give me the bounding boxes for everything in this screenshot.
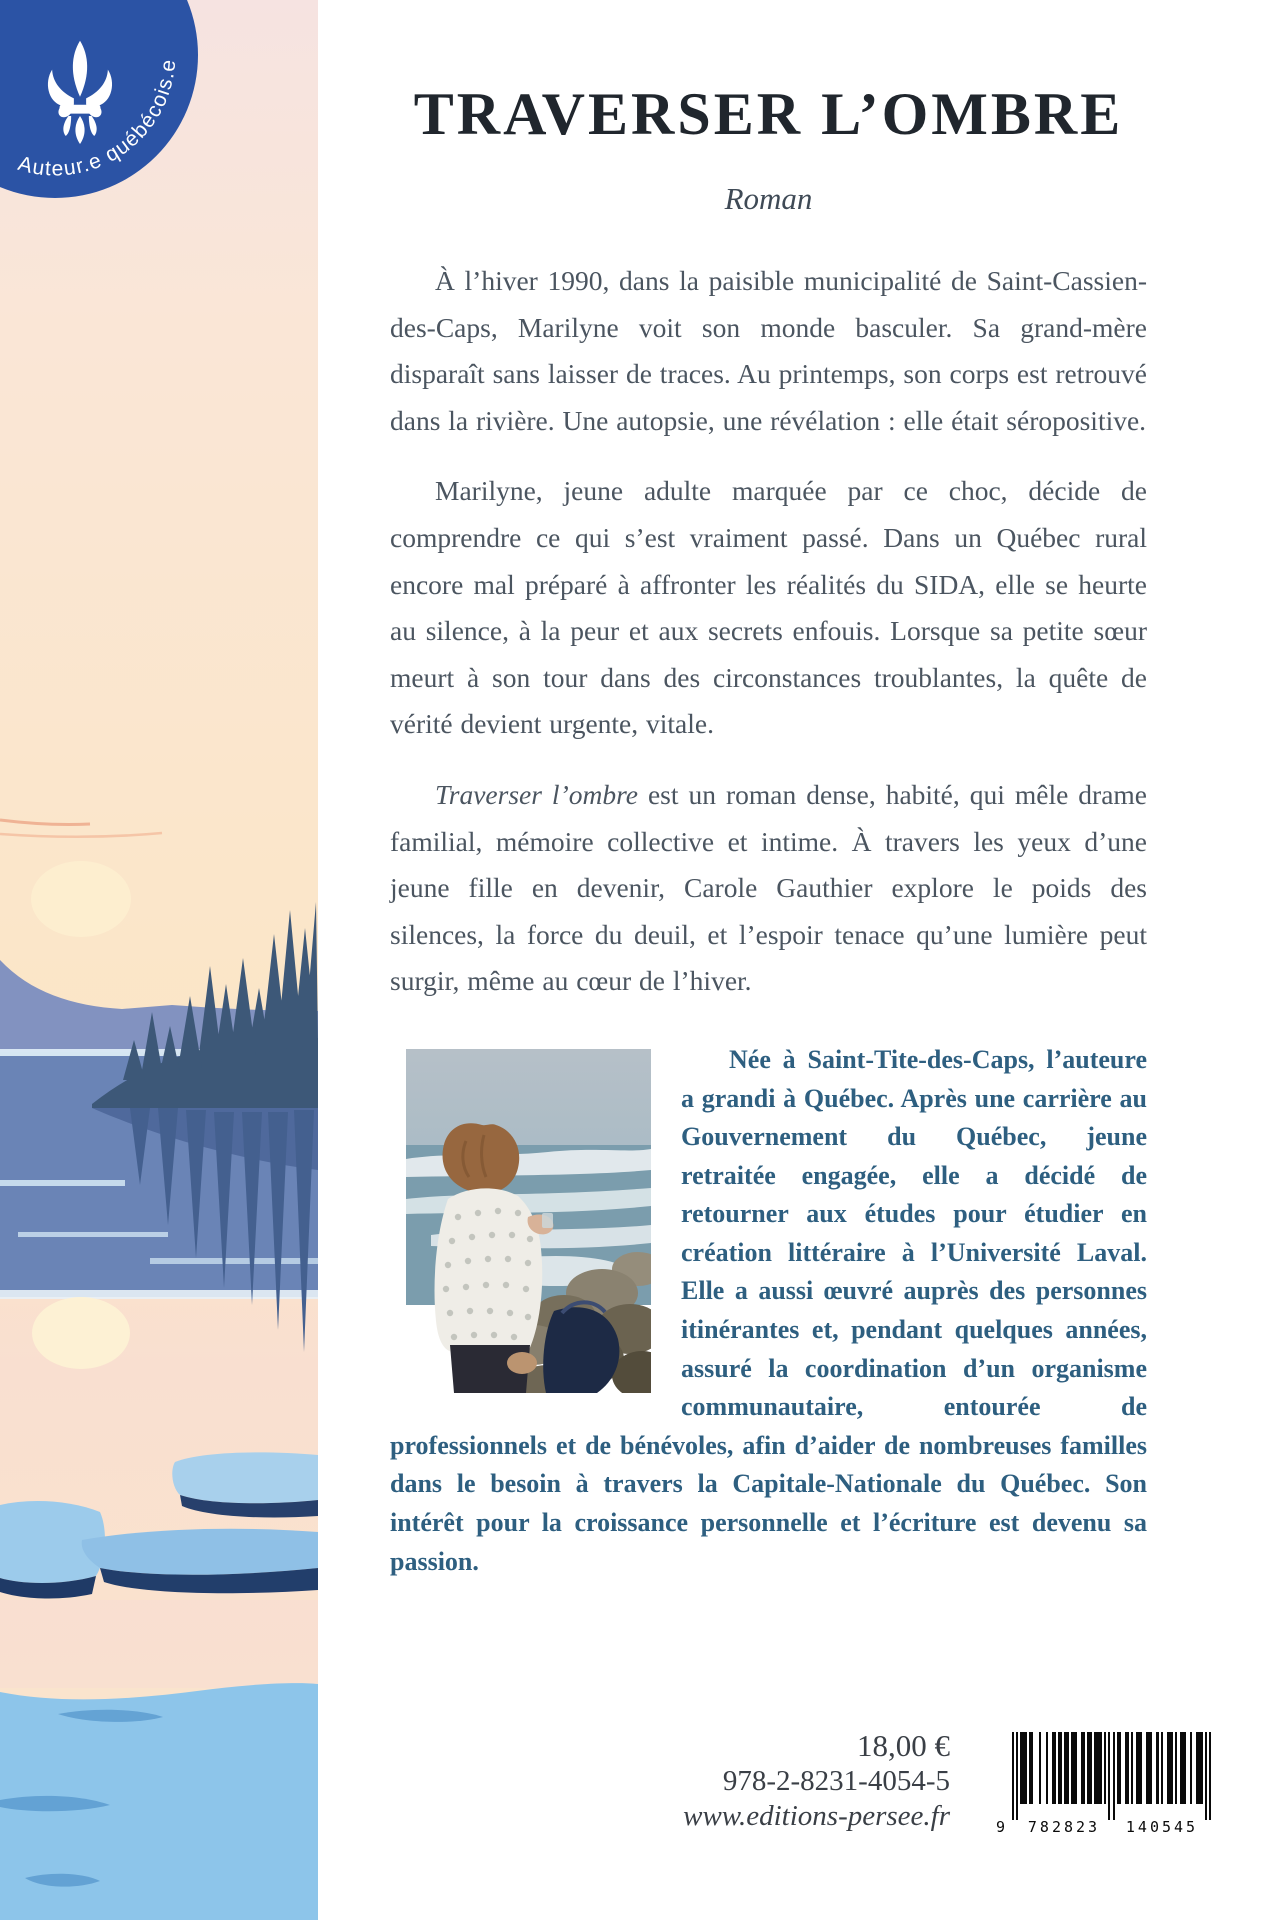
synopsis-paragraph-1: À l’hiver 1990, dans la paisible municipalité de Saint-Cassien-des-Caps, Marilyne voit son monde basculer. Sa grand-mère disparaît sans laisser de traces. Au printemps, son corps est retrouvé dans la rivière. Une autopsie, une révélation : elle était séropositive. — [390, 265, 1147, 436]
barcode-prefix-digit: 9 — [996, 1818, 1009, 1836]
footer — [390, 1728, 1218, 1842]
pricing-block — [683, 1728, 950, 1834]
barcode-group-1: 782823 — [1027, 1818, 1101, 1836]
synopsis-paragraph-2: Marilyne, jeune adulte marquée par ce choc, décide de comprendre ce qui s’est vraiment passé. Dans un Québec rural encore mal préparé à affronter les réalités du SIDA, elle se heurte au silence, à la peur et aux secrets enfouis. Lorsque sa petite sœur meurt à son tour dans des circonstances troublantes, la quête de vérité devient urgente, vitale. — [390, 475, 1147, 740]
badge-label: Auteur.e québécois.e — [15, 57, 181, 181]
publisher-website: www.editions-persee.fr — [683, 1800, 950, 1832]
cover-artwork — [0, 0, 318, 1920]
book-title-inline: Traverser l’ombre — [435, 778, 638, 810]
back-cover-content — [390, 0, 1147, 1581]
barcode-bars — [1012, 1732, 1212, 1824]
synopsis-paragraph-3-text: est un roman dense, habité, qui mêle drame familial, mémoire collective et intime. À travers les yeux d’une jeune fille en devenir, Carole Gauthier explore le poids des silences, la force du deuil, et l’espoir tenace qu’une lumière peut surgir, même au cœur de l’hiver. — [390, 778, 1147, 997]
genre-label: Roman — [724, 181, 813, 216]
author-bio-text: Née à Saint-Tite-des-Caps, l’auteure a grandi à Québec. Après une carrière au Gouvernement du Québec, jeune retraitée engagée, elle a décidé de retourner aux études pour étudier en création littéraire à l’Université Laval. Elle a aussi œuvré auprès des personnes itinérantes et, pendant quelques années, assuré la coordination d’un organisme communautaire, entourée de professionnels et de bénévoles, afin d’aider de nombreuses familles dans le besoin à travers la Capitale-Nationale du Québec. Son intérêt pour la croissance personnelle et l’écriture est devenu sa passion. — [390, 1044, 1147, 1576]
isbn: 978-2-8231-4054-5 — [722, 1765, 950, 1797]
book-title: TRAVERSER L’OMBRE — [413, 81, 1124, 147]
quebec-author-badge — [0, 0, 220, 220]
barcode — [996, 1728, 1218, 1842]
author-bio-section — [390, 1041, 1147, 1581]
author-photo — [406, 1049, 651, 1393]
price: 18,00 € — [857, 1728, 950, 1763]
synopsis-paragraph-3 — [390, 772, 1147, 1005]
barcode-group-2: 140545 — [1125, 1818, 1199, 1836]
